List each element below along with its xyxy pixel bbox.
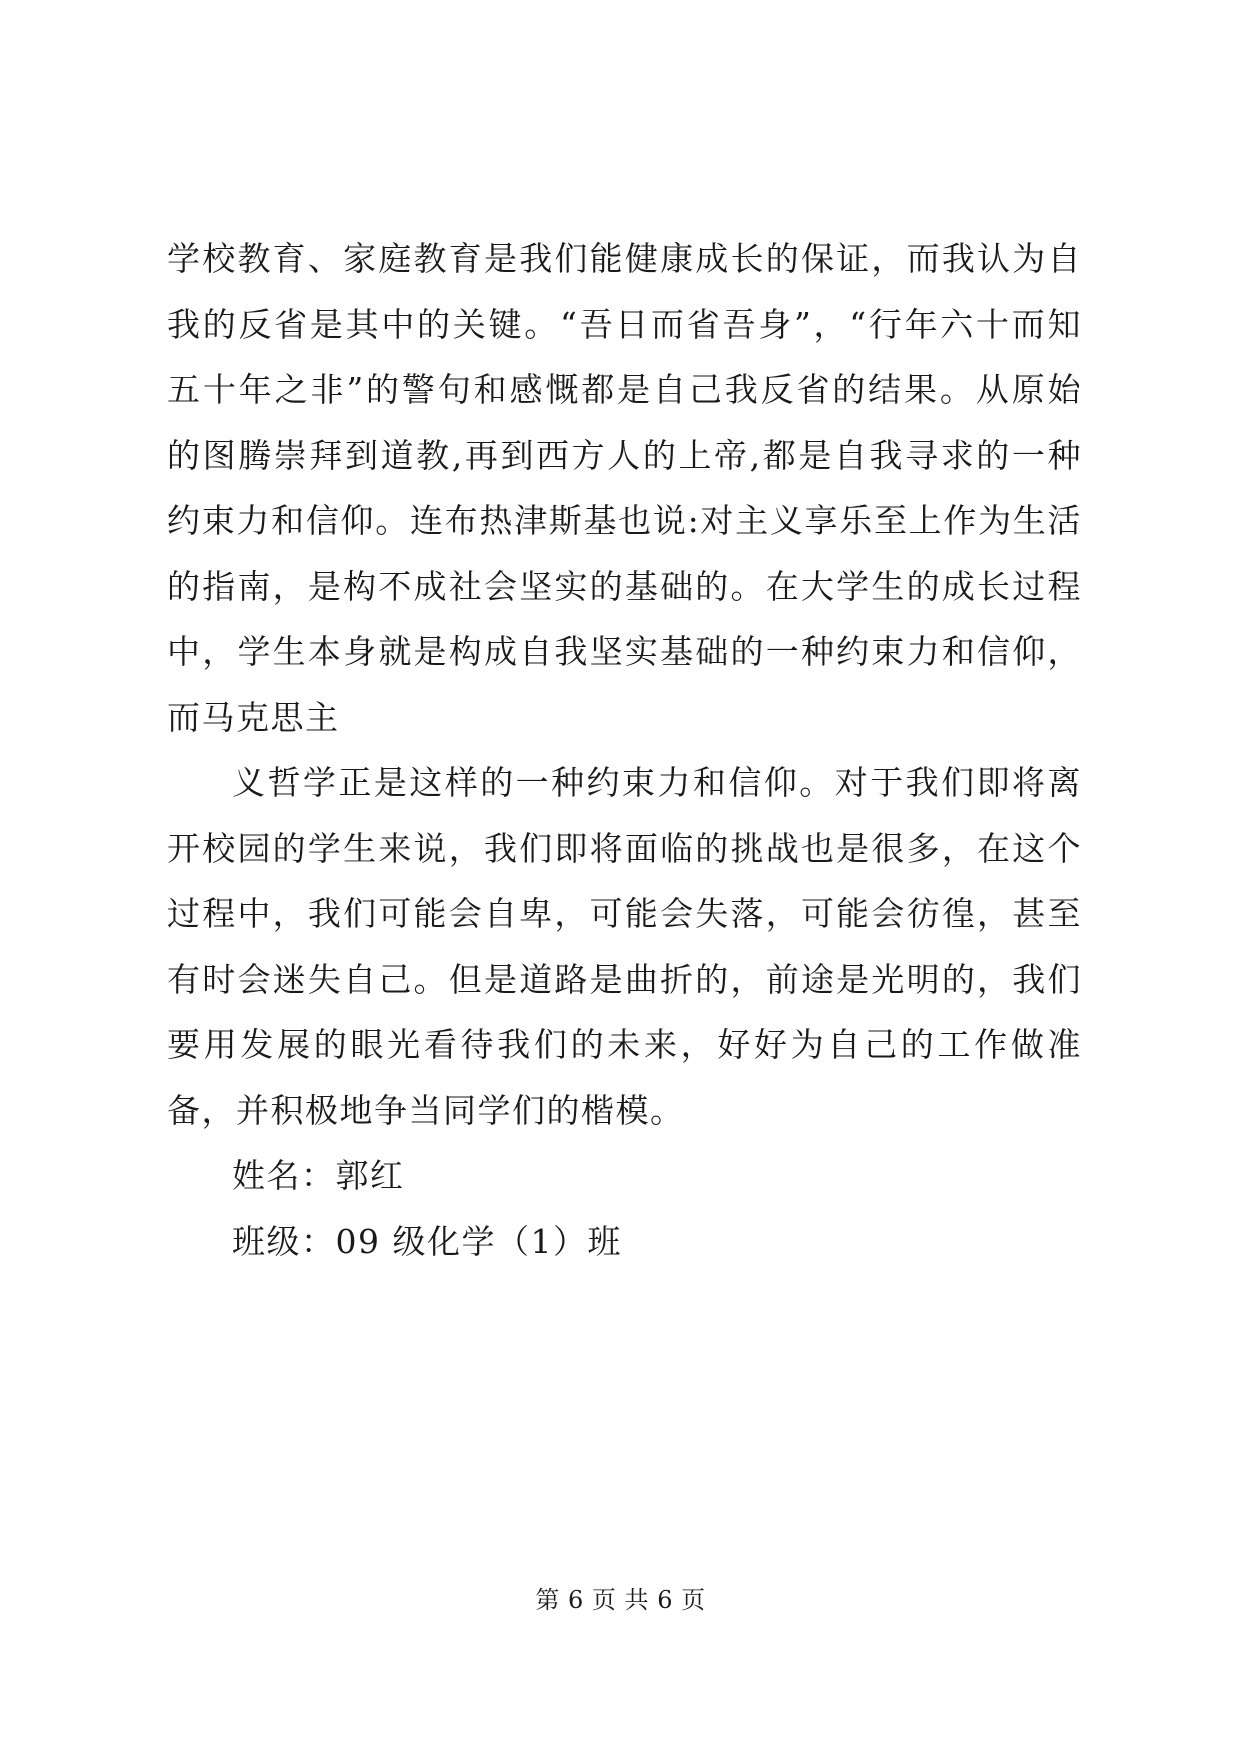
document-body [167, 226, 1082, 1274]
page-number: 第 6 页 共 6 页 [535, 1586, 706, 1614]
author-class: 班级：09 级化学（1）班 [232, 1221, 622, 1261]
page-footer [0, 1585, 1241, 1615]
author-name: 姓名：郭红 [232, 1156, 405, 1195]
paragraph-1: 学校教育、家庭教育是我们能健康成长的保证，而我认为自我的反省是其中的关键。“吾日而省吾身”，“行年六十而知五十年之非”的警句和感慨都是自己我反省的结果。从原始的图腾崇拜到道教,再到西方人的上帝,都是自我寻求的一种约束力和信仰。连布热津斯基也说:对主义享乐至上作为生活的指南，是构不成社会坚实的基础的。在大学生的成长过程中，学生本身就是构成自我坚实基础的一种约束力和信仰，而马克思主 [167, 239, 1082, 737]
paragraph-2: 义哲学正是这样的一种约束力和信仰。对于我们即将离开校园的学生来说，我们即将面临的挑战也是很多，在这个过程中，我们可能会自卑，可能会失落，可能会彷徨，甚至有时会迷失自己。但是道路是曲折的，前途是光明的，我们要用发展的眼光看待我们的未来，好好为自己的工作做准备，并积极地争当同学们的楷模。 [167, 763, 1082, 1130]
